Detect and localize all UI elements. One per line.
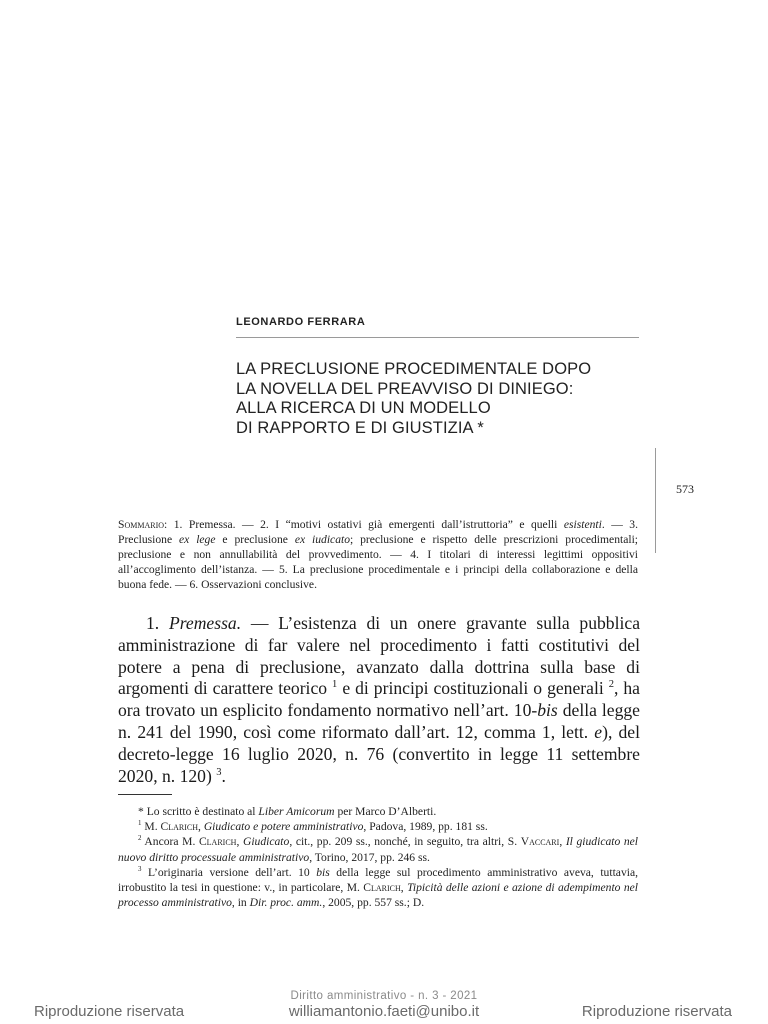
footnote-2: $^2$ Ancora M. Clarich, Giudicato, cit., pp. 209 ss., nonché, in seguito, tra altri, S. Vaccari, Il giudicato nel nuovo diritto processuale amministrativo, Torino, 2017, pp. 246 ss. (118, 834, 639, 864)
footnote-mark: * (138, 805, 144, 818)
body-text: della legge n. 241 del 1990, così come riformato dall’art. 12, comma 1, lett. (118, 700, 640, 742)
summary-text: ; preclusione e rispetto delle prescrizioni procedimentali; preclusione e non annullabilità del provvedimento. — 4. I titolari di interessi legittimi oppositivi all’accoglimento dell’istanza. — 5. La preclusione procedimentale e i principi della collaborazione e della buona fede. — 6. Osservazioni conclusive. (118, 533, 639, 591)
watermark-right: Riproduzione riservata (581, 1003, 732, 1020)
body-emphasis: bis (537, 700, 558, 721)
body-paragraph (118, 613, 640, 787)
footnote-1: $^1$ M. Clarich, Giudicato e potere amministrativo, Padova, 1989, pp. 181 ss. (138, 819, 488, 834)
footnote-ref[interactable]: 3 (216, 766, 222, 778)
footnote-ref[interactable]: 2 (608, 679, 614, 691)
summary-emphasis: ex lege (179, 533, 216, 546)
footnotes (118, 804, 638, 910)
footnote-3: $^3$ L’originaria versione dell’art. 10 bis della legge sul procedimento amministrativo aveva, tuttavia, irrobustito la tesi in questione: v., in particolare, M. Clarich, Tipicità delle azioni e azione di adempimento nel processo amministrativo, in Dir. proc. amm., 2005, pp. 557 ss.; D. (118, 864, 639, 910)
summary-text: e preclusione (215, 533, 295, 546)
footnote-star: * Lo scritto è destinato al Liber Amicorum per Marco D’Alberti. (138, 805, 437, 818)
summary-label: Sommario: (118, 518, 168, 531)
summary-text: . — 3. Preclusione (118, 518, 638, 546)
section-number: 1. (146, 613, 160, 633)
watermark-email: williamantonio.faeti@unibo.it (288, 1003, 480, 1020)
footnote-mark: 2 (138, 834, 142, 843)
summary-block (118, 517, 638, 592)
title-line: LA PRECLUSIONE PROCEDIMENTALE DOPO (236, 360, 592, 378)
author-name: LEONARDO FERRARA (236, 316, 366, 328)
body-text: e di principi costituzionali o generali (337, 678, 609, 699)
title-line: DI RAPPORTO E DI GIUSTIZIA * (236, 418, 484, 437)
summary-emphasis: esistenti (563, 518, 602, 531)
footnote-mark: 3 (138, 864, 142, 873)
page-number: 573 (676, 482, 694, 496)
body-text: — L’esistenza di un onere gravante sulla pubblica amministrazione di far valere nel procedimento i fatti costitutivi del potere a pena di preclusione, avanzato dalla dottrina sulla base di argomenti di carattere teorico (118, 613, 640, 699)
title-line: ALLA RICERCA DI UN MODELLO (236, 399, 491, 417)
watermark-left: Riproduzione riservata (34, 1003, 185, 1020)
summary-emphasis: ex iudicato (294, 533, 351, 546)
article-title (236, 360, 656, 438)
body-text: , ha ora trovato un esplicito fondamento normativo nell’art. 10- (118, 678, 640, 721)
header-rule (236, 337, 639, 338)
body-emphasis: e (594, 721, 603, 742)
footnote-rule (118, 794, 172, 795)
summary-text: 1. Premessa. — 2. I “motivi ostativi già emergenti dall’istruttoria” e quelli (167, 518, 564, 531)
footnote-ref[interactable]: 1 (332, 679, 338, 691)
body-text: ), del decreto-legge 16 luglio 2020, n. 76 (convertito in legge 11 settembre 2020, n. 120) (118, 721, 640, 786)
title-line: LA NOVELLA DEL PREAVVISO DI DINIEGO: (236, 379, 574, 398)
section-heading: Premessa. (168, 613, 242, 633)
margin-rule (655, 448, 656, 553)
journal-footer: Diritto amministrativo - n. 3 - 2021 (290, 990, 478, 1002)
footnote-mark: 1 (138, 819, 142, 828)
body-text: . (221, 765, 226, 786)
